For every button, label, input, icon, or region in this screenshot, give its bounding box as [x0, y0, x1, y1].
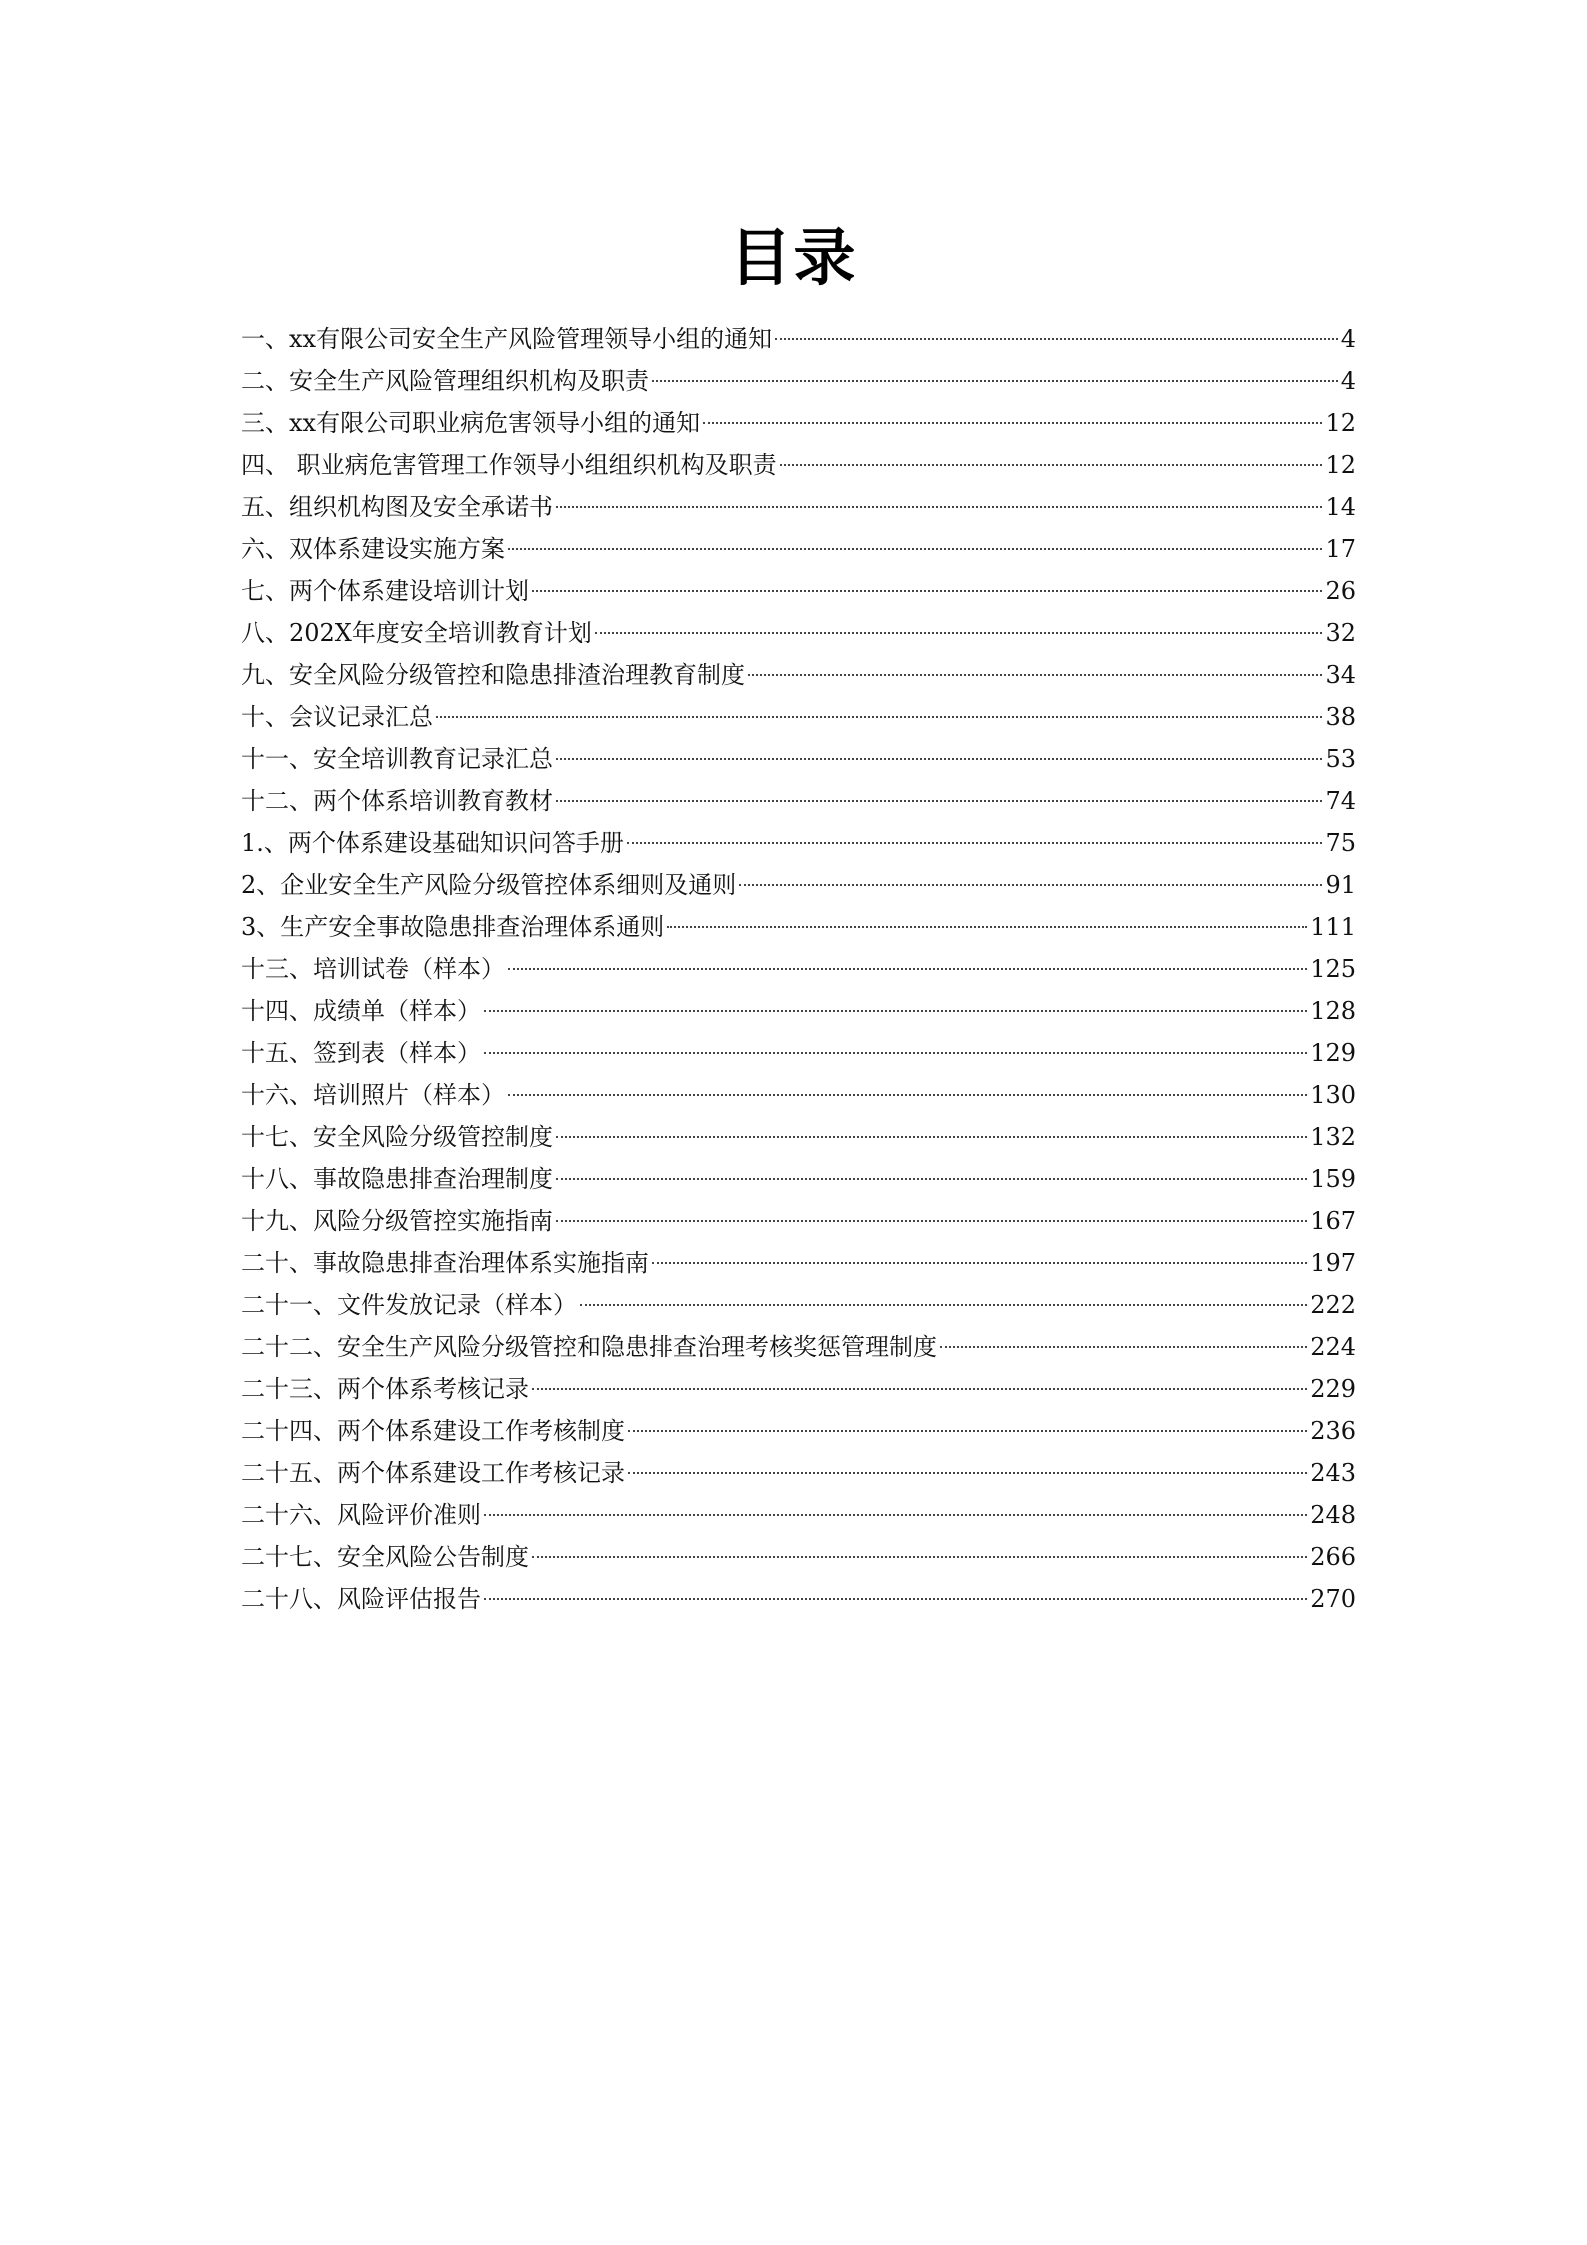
- toc-entry-label: 十三、培训试卷（样本）: [241, 955, 505, 983]
- dot-leader: [556, 800, 1322, 802]
- toc-entry[interactable]: [241, 570, 1356, 612]
- toc-entry-label: 二十、事故隐患排查治理体系实施指南: [241, 1249, 649, 1277]
- toc-entry-page-number: 111: [1310, 913, 1356, 941]
- toc-entry-label: 七、两个体系建设培训计划: [241, 577, 529, 605]
- toc-entry[interactable]: [241, 1536, 1356, 1578]
- dot-leader: [484, 1010, 1307, 1012]
- toc-entry-page-number: 32: [1325, 619, 1356, 647]
- toc-title: 目录: [729, 221, 858, 294]
- toc-entry-label: 十、会议记录汇总: [241, 703, 433, 731]
- toc-entry-page-number: 129: [1310, 1039, 1356, 1067]
- toc-entry[interactable]: [241, 1074, 1356, 1116]
- toc-entry[interactable]: [241, 612, 1356, 654]
- toc-entry[interactable]: [241, 1578, 1356, 1620]
- dot-leader: [940, 1346, 1307, 1348]
- toc-entry[interactable]: [241, 1116, 1356, 1158]
- toc-entry-label: 十八、事故隐患排查治理制度: [241, 1165, 553, 1193]
- toc-entry-page-number: 91: [1325, 871, 1356, 899]
- toc-entry-page-number: 4: [1340, 367, 1356, 395]
- toc-entry[interactable]: [241, 990, 1356, 1032]
- toc-entry[interactable]: [241, 1326, 1356, 1368]
- dot-leader: [667, 926, 1307, 928]
- dot-leader: [484, 1514, 1307, 1516]
- dot-leader: [556, 506, 1322, 508]
- dot-leader: [532, 1556, 1307, 1558]
- toc-entry-label: 十七、安全风险分级管控制度: [241, 1123, 553, 1151]
- toc-entry-label: 二十五、两个体系建设工作考核记录: [241, 1459, 625, 1487]
- toc-entry-label: 二十三、两个体系考核记录: [241, 1375, 529, 1403]
- toc-entry-page-number: 12: [1325, 409, 1356, 437]
- toc-entry-label: 十六、培训照片（样本）: [241, 1081, 505, 1109]
- dot-leader: [748, 674, 1322, 676]
- toc-entry-page-number: 167: [1310, 1207, 1356, 1235]
- toc-entry-label: 十二、两个体系培训教育教材: [241, 787, 553, 815]
- toc-entry[interactable]: [241, 402, 1356, 444]
- toc-entry-label: 十四、成绩单（样本）: [241, 997, 481, 1025]
- toc-entry[interactable]: [241, 1368, 1356, 1410]
- toc-entry[interactable]: [241, 318, 1356, 360]
- toc-entry-label: 1.、两个体系建设基础知识问答手册: [241, 829, 624, 857]
- dot-leader: [627, 842, 1323, 844]
- toc-entry-label: 二、安全生产风险管理组织机构及职责: [241, 367, 649, 395]
- toc-entry[interactable]: [241, 528, 1356, 570]
- toc-entry-label: 十一、安全培训教育记录汇总: [241, 745, 553, 773]
- toc-entry-page-number: 222: [1310, 1291, 1356, 1319]
- dot-leader: [556, 758, 1322, 760]
- toc-entry-page-number: 197: [1310, 1249, 1356, 1277]
- toc-entry-label: 六、双体系建设实施方案: [241, 535, 505, 563]
- dot-leader: [508, 548, 1322, 550]
- toc-entry[interactable]: [241, 780, 1356, 822]
- toc-entry-page-number: 14: [1325, 493, 1356, 521]
- toc-entry-page-number: 270: [1310, 1585, 1356, 1613]
- toc-entry-page-number: 266: [1310, 1543, 1356, 1571]
- toc-entry-label: 九、安全风险分级管控和隐患排渣治理教育制度: [241, 661, 745, 689]
- toc-entry-page-number: 224: [1310, 1333, 1356, 1361]
- dot-leader: [556, 1136, 1307, 1138]
- toc-entry[interactable]: [241, 906, 1356, 948]
- toc-entry-label: 五、组织机构图及安全承诺书: [241, 493, 553, 521]
- toc-entry-label: 十九、风险分级管控实施指南: [241, 1207, 553, 1235]
- toc-entry[interactable]: [241, 822, 1356, 864]
- toc-entry-page-number: 248: [1310, 1501, 1356, 1529]
- toc-entry-label: 一、xx有限公司安全生产风险管理领导小组的通知: [241, 325, 773, 353]
- toc-entry-label: 四、 职业病危害管理工作领导小组组织机构及职责: [241, 451, 777, 479]
- toc-entry[interactable]: [241, 738, 1356, 780]
- toc-entry-label: 十五、签到表（样本）: [241, 1039, 481, 1067]
- toc-entry-page-number: 4: [1340, 325, 1356, 353]
- toc-entry[interactable]: [241, 1494, 1356, 1536]
- dot-leader: [484, 1052, 1307, 1054]
- dot-leader: [780, 464, 1323, 466]
- toc-entry[interactable]: [241, 360, 1356, 402]
- dot-leader: [508, 968, 1307, 970]
- toc-entry[interactable]: [241, 1158, 1356, 1200]
- toc-entry-page-number: 130: [1310, 1081, 1356, 1109]
- dot-leader: [652, 380, 1338, 382]
- toc-entry-page-number: 125: [1310, 955, 1356, 983]
- toc-entry[interactable]: [241, 1032, 1356, 1074]
- dot-leader: [556, 1220, 1307, 1222]
- dot-leader: [436, 716, 1322, 718]
- dot-leader: [595, 632, 1323, 634]
- dot-leader: [532, 1388, 1307, 1390]
- toc-entry[interactable]: [241, 1284, 1356, 1326]
- toc-entry[interactable]: [241, 654, 1356, 696]
- toc-entry-page-number: 53: [1325, 745, 1356, 773]
- toc-entry-page-number: 38: [1325, 703, 1356, 731]
- toc-entry-page-number: 132: [1310, 1123, 1356, 1151]
- dot-leader: [532, 590, 1322, 592]
- toc-entry-label: 三、xx有限公司职业病危害领导小组的通知: [241, 409, 701, 437]
- dot-leader: [739, 884, 1322, 886]
- toc-list: [241, 318, 1356, 1620]
- toc-entry[interactable]: [241, 444, 1356, 486]
- dot-leader: [652, 1262, 1307, 1264]
- toc-entry-label: 二十一、文件发放记录（样本）: [241, 1291, 577, 1319]
- toc-entry-label: 2、企业安全生产风险分级管控体系细则及通则: [241, 871, 737, 899]
- toc-entry-label: 二十四、两个体系建设工作考核制度: [241, 1417, 625, 1445]
- toc-entry-page-number: 74: [1325, 787, 1356, 815]
- toc-entry-label: 二十七、安全风险公告制度: [241, 1543, 529, 1571]
- toc-entry-label: 3、生产安全事故隐患排查治理体系通则: [241, 913, 665, 941]
- toc-entry[interactable]: [241, 1242, 1356, 1284]
- toc-entry-page-number: 243: [1310, 1459, 1356, 1487]
- toc-entry-page-number: 12: [1325, 451, 1356, 479]
- toc-entry-page-number: 236: [1310, 1417, 1356, 1445]
- dot-leader: [628, 1430, 1307, 1432]
- dot-leader: [508, 1094, 1307, 1096]
- toc-entry-page-number: 128: [1310, 997, 1356, 1025]
- dot-leader: [628, 1472, 1307, 1474]
- toc-entry[interactable]: [241, 1410, 1356, 1452]
- toc-entry[interactable]: [241, 864, 1356, 906]
- dot-leader: [703, 422, 1322, 424]
- toc-entry-label: 二十八、风险评估报告: [241, 1585, 481, 1613]
- toc-entry-label: 八、202X年度安全培训教育计划: [241, 619, 592, 647]
- toc-entry[interactable]: [241, 1200, 1356, 1242]
- toc-entry-label: 二十六、风险评价准则: [241, 1501, 481, 1529]
- toc-entry[interactable]: [241, 1452, 1356, 1494]
- toc-entry-page-number: 17: [1325, 535, 1356, 563]
- toc-entry[interactable]: [241, 948, 1356, 990]
- dot-leader: [556, 1178, 1307, 1180]
- toc-entry-page-number: 75: [1325, 829, 1356, 857]
- toc-entry-label: 二十二、安全生产风险分级管控和隐患排查治理考核奖惩管理制度: [241, 1333, 937, 1361]
- toc-entry-page-number: 34: [1325, 661, 1356, 689]
- dot-leader: [775, 338, 1338, 340]
- toc-entry[interactable]: [241, 486, 1356, 528]
- toc-entry-page-number: 159: [1310, 1165, 1356, 1193]
- toc-entry[interactable]: [241, 696, 1356, 738]
- toc-entry-page-number: 26: [1325, 577, 1356, 605]
- dot-leader: [484, 1598, 1307, 1600]
- dot-leader: [580, 1304, 1307, 1306]
- toc-entry-page-number: 229: [1310, 1375, 1356, 1403]
